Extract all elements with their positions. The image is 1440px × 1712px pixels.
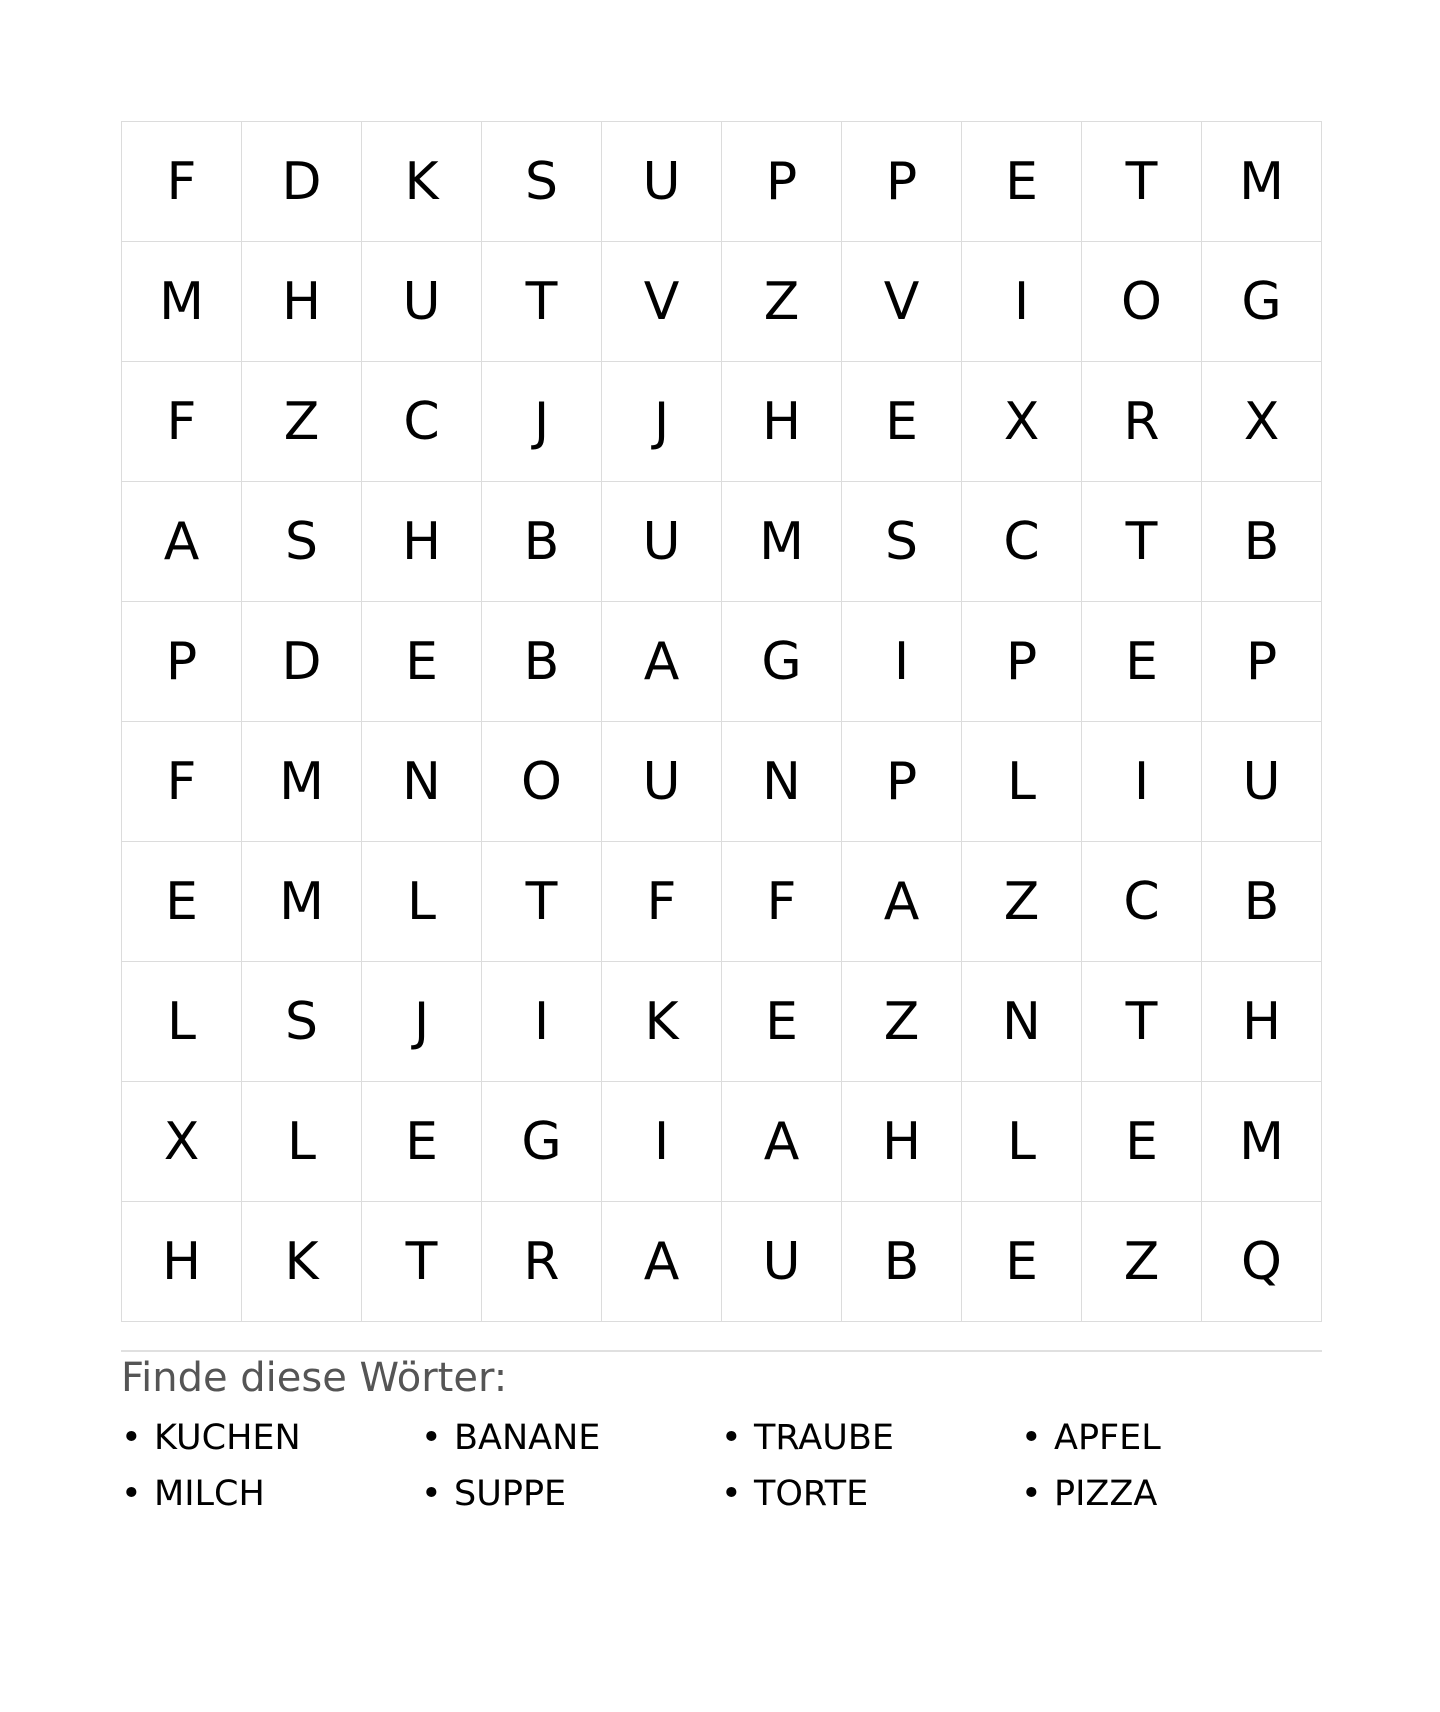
grid-cell[interactable]: E bbox=[1082, 1082, 1202, 1202]
word-list-item bbox=[1021, 1466, 1321, 1522]
grid-cell[interactable]: F bbox=[122, 362, 242, 482]
grid-cell[interactable]: L bbox=[962, 1082, 1082, 1202]
grid-cell[interactable]: M bbox=[722, 482, 842, 602]
grid-cell[interactable]: Z bbox=[962, 842, 1082, 962]
grid-cell[interactable]: T bbox=[1082, 482, 1202, 602]
grid-cell[interactable]: H bbox=[842, 1082, 962, 1202]
grid-cell[interactable]: A bbox=[842, 842, 962, 962]
grid-cell[interactable]: C bbox=[962, 482, 1082, 602]
grid-cell[interactable]: L bbox=[122, 962, 242, 1082]
grid-cell[interactable]: J bbox=[362, 962, 482, 1082]
grid-cell[interactable]: X bbox=[1202, 362, 1322, 482]
grid-cell[interactable]: I bbox=[842, 602, 962, 722]
grid-cell[interactable]: P bbox=[122, 602, 242, 722]
grid-cell[interactable]: J bbox=[602, 362, 722, 482]
grid-cell[interactable]: P bbox=[722, 122, 842, 242]
grid-cell[interactable]: B bbox=[482, 602, 602, 722]
grid-cell[interactable]: I bbox=[962, 242, 1082, 362]
grid-cell[interactable]: I bbox=[482, 962, 602, 1082]
bullet-icon: • bbox=[121, 1474, 142, 1514]
word-label: TRAUBE bbox=[754, 1418, 894, 1458]
grid-cell[interactable]: T bbox=[1082, 122, 1202, 242]
grid-cell[interactable]: I bbox=[602, 1082, 722, 1202]
grid-cell[interactable]: F bbox=[602, 842, 722, 962]
word-label: TORTE bbox=[754, 1474, 869, 1514]
grid-cell[interactable]: V bbox=[602, 242, 722, 362]
grid-cell[interactable]: D bbox=[242, 602, 362, 722]
grid-cell[interactable]: E bbox=[362, 602, 482, 722]
grid-cell[interactable]: U bbox=[602, 482, 722, 602]
grid-cell[interactable]: D bbox=[242, 122, 362, 242]
grid-cell[interactable]: B bbox=[1202, 482, 1322, 602]
grid-cell[interactable]: K bbox=[362, 122, 482, 242]
grid-cell[interactable]: T bbox=[1082, 962, 1202, 1082]
grid-cell[interactable]: S bbox=[482, 122, 602, 242]
grid-cell[interactable]: E bbox=[122, 842, 242, 962]
grid-cell[interactable]: E bbox=[722, 962, 842, 1082]
grid-cell[interactable]: F bbox=[122, 122, 242, 242]
grid-cell[interactable]: P bbox=[842, 722, 962, 842]
word-label: SUPPE bbox=[454, 1474, 567, 1514]
grid-cell[interactable]: S bbox=[242, 962, 362, 1082]
word-list-item bbox=[421, 1466, 721, 1522]
word-label: PIZZA bbox=[1054, 1474, 1158, 1514]
grid-cell[interactable]: B bbox=[482, 482, 602, 602]
bullet-icon: • bbox=[1021, 1418, 1042, 1458]
letter-grid bbox=[121, 121, 1322, 1322]
word-label: BANANE bbox=[454, 1418, 601, 1458]
grid-cell[interactable]: X bbox=[122, 1082, 242, 1202]
grid-cell[interactable]: M bbox=[122, 242, 242, 362]
grid-cell[interactable]: G bbox=[1202, 242, 1322, 362]
grid-cell[interactable]: U bbox=[602, 722, 722, 842]
grid-cell[interactable]: M bbox=[1202, 122, 1322, 242]
grid-cell[interactable]: E bbox=[962, 122, 1082, 242]
grid-cell[interactable]: M bbox=[1202, 1082, 1322, 1202]
grid-cell[interactable]: C bbox=[362, 362, 482, 482]
grid-cell[interactable]: M bbox=[242, 722, 362, 842]
grid-cell[interactable]: K bbox=[602, 962, 722, 1082]
grid-cell[interactable]: K bbox=[242, 1202, 362, 1322]
grid-cell[interactable]: L bbox=[962, 722, 1082, 842]
bullet-icon: • bbox=[721, 1474, 742, 1514]
word-list-item bbox=[721, 1410, 1021, 1466]
grid-cell[interactable]: U bbox=[722, 1202, 842, 1322]
grid-cell[interactable]: P bbox=[962, 602, 1082, 722]
grid-cell[interactable]: I bbox=[1082, 722, 1202, 842]
word-list-item bbox=[121, 1410, 421, 1466]
grid-cell[interactable]: Z bbox=[722, 242, 842, 362]
word-label: MILCH bbox=[154, 1474, 265, 1514]
grid-cell[interactable]: C bbox=[1082, 842, 1202, 962]
grid-cell[interactable]: H bbox=[122, 1202, 242, 1322]
grid-cell[interactable]: H bbox=[722, 362, 842, 482]
grid-cell[interactable]: B bbox=[842, 1202, 962, 1322]
grid-cell[interactable]: A bbox=[602, 1202, 722, 1322]
bullet-icon: • bbox=[421, 1418, 442, 1458]
grid-cell[interactable]: H bbox=[1202, 962, 1322, 1082]
bullet-icon: • bbox=[1021, 1474, 1042, 1514]
grid-cell[interactable]: N bbox=[722, 722, 842, 842]
grid-cell[interactable]: O bbox=[1082, 242, 1202, 362]
grid-cell[interactable]: H bbox=[362, 482, 482, 602]
grid-cell[interactable]: E bbox=[842, 362, 962, 482]
grid-cell[interactable]: N bbox=[962, 962, 1082, 1082]
grid-cell[interactable]: Q bbox=[1202, 1202, 1322, 1322]
word-list bbox=[121, 1410, 1322, 1522]
grid-cell[interactable]: T bbox=[482, 842, 602, 962]
grid-cell[interactable]: H bbox=[242, 242, 362, 362]
grid-cell[interactable]: Z bbox=[842, 962, 962, 1082]
grid-cell[interactable]: E bbox=[1082, 602, 1202, 722]
grid-cell[interactable]: J bbox=[482, 362, 602, 482]
grid-cell[interactable]: T bbox=[482, 242, 602, 362]
grid-cell[interactable]: G bbox=[482, 1082, 602, 1202]
grid-cell[interactable]: A bbox=[602, 602, 722, 722]
word-label: KUCHEN bbox=[154, 1418, 301, 1458]
grid-cell[interactable]: L bbox=[242, 1082, 362, 1202]
word-label: APFEL bbox=[1054, 1418, 1161, 1458]
grid-cell[interactable]: P bbox=[1202, 602, 1322, 722]
grid-cell[interactable]: Z bbox=[242, 362, 362, 482]
grid-cell[interactable]: A bbox=[722, 1082, 842, 1202]
word-list-item bbox=[421, 1410, 721, 1466]
word-list-prompt: Finde diese Wörter: bbox=[121, 1355, 508, 1401]
grid-cell[interactable]: M bbox=[242, 842, 362, 962]
word-list-item bbox=[121, 1466, 421, 1522]
bullet-icon: • bbox=[721, 1418, 742, 1458]
grid-cell[interactable]: Z bbox=[1082, 1202, 1202, 1322]
grid-cell[interactable]: U bbox=[1202, 722, 1322, 842]
grid-cell[interactable]: U bbox=[602, 122, 722, 242]
grid-cell[interactable]: P bbox=[842, 122, 962, 242]
grid-cell[interactable]: F bbox=[722, 842, 842, 962]
word-list-item bbox=[721, 1466, 1021, 1522]
grid-cell[interactable]: B bbox=[1202, 842, 1322, 962]
grid-cell[interactable]: V bbox=[842, 242, 962, 362]
bullet-icon: • bbox=[121, 1418, 142, 1458]
grid-cell[interactable]: N bbox=[362, 722, 482, 842]
bullet-icon: • bbox=[421, 1474, 442, 1514]
grid-cell[interactable]: E bbox=[362, 1082, 482, 1202]
grid-cell[interactable]: R bbox=[1082, 362, 1202, 482]
grid-cell[interactable]: L bbox=[362, 842, 482, 962]
grid-cell[interactable]: R bbox=[482, 1202, 602, 1322]
grid-cell[interactable]: G bbox=[722, 602, 842, 722]
grid-cell[interactable]: T bbox=[362, 1202, 482, 1322]
grid-cell[interactable]: X bbox=[962, 362, 1082, 482]
grid-cell[interactable]: E bbox=[962, 1202, 1082, 1322]
word-list-item bbox=[1021, 1410, 1321, 1466]
grid-cell[interactable]: O bbox=[482, 722, 602, 842]
grid-cell[interactable]: S bbox=[842, 482, 962, 602]
grid-cell[interactable]: F bbox=[122, 722, 242, 842]
grid-cell[interactable]: S bbox=[242, 482, 362, 602]
grid-cell[interactable]: A bbox=[122, 482, 242, 602]
grid-cell[interactable]: U bbox=[362, 242, 482, 362]
